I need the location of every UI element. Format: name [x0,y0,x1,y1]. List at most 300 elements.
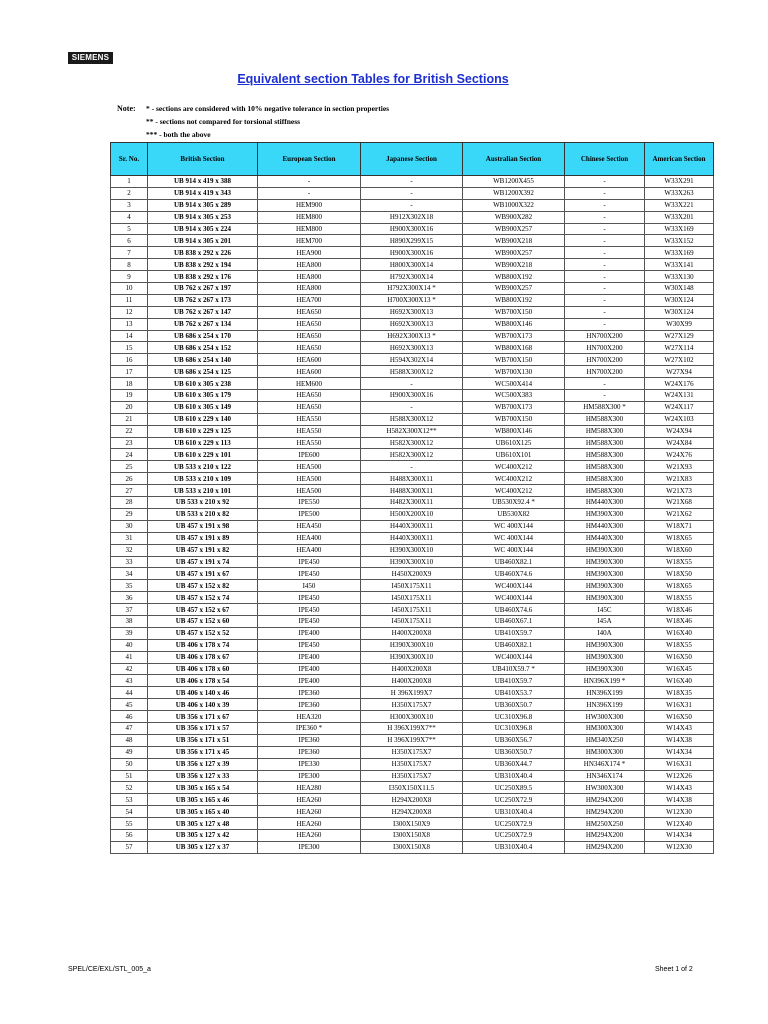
cell-chinese-section: HM440X300 [565,497,645,509]
table-row [111,497,714,509]
cell-australian-section: WB900X218 [463,259,565,271]
cell-chinese-section: HN346X174 * [565,758,645,770]
table-row [111,425,714,437]
cell-sr-no: 55 [111,818,148,830]
document-code: SPEL/CE/EXL/STL_005_a [68,966,151,973]
cell-chinese-section: HN700X200 [565,342,645,354]
table-row [111,330,714,342]
cell-american-section: W27X94 [645,366,714,378]
cell-european-section: HEA900 [258,247,361,259]
cell-american-section: W21X83 [645,473,714,485]
table-row [111,176,714,188]
cell-sr-no: 43 [111,675,148,687]
cell-sr-no: 35 [111,580,148,592]
cell-sr-no: 20 [111,401,148,413]
cell-australian-section: WB700X130 [463,366,565,378]
cell-japanese-section: H390X300X10 [361,639,463,651]
cell-japanese-section: H488X300X11 [361,473,463,485]
cell-australian-section: WB700X150 [463,306,565,318]
cell-sr-no: 42 [111,663,148,675]
cell-sr-no: 38 [111,615,148,627]
cell-chinese-section: HW300X300 [565,711,645,723]
cell-australian-section: WB1200X392 [463,187,565,199]
cell-japanese-section: H792X300X14 * [361,283,463,295]
cell-american-section: W16X40 [645,627,714,639]
cell-european-section: HEA650 [258,318,361,330]
table-row [111,734,714,746]
table-row [111,818,714,830]
cell-australian-section: WC 400X144 [463,520,565,532]
cell-american-section: W18X35 [645,687,714,699]
cell-european-section: - [258,187,361,199]
cell-australian-section: WB700X150 [463,354,565,366]
cell-european-section: HEA650 [258,342,361,354]
cell-australian-section: WC500X414 [463,378,565,390]
cell-australian-section: WB1200X455 [463,176,565,188]
cell-sr-no: 39 [111,627,148,639]
cell-sr-no: 30 [111,520,148,532]
header-japanese-section: Japanese Section [361,143,463,176]
cell-chinese-section: HM440X300 [565,520,645,532]
cell-sr-no: 27 [111,485,148,497]
cell-british-section: UB 610 x 305 x 238 [148,378,258,390]
cell-british-section: UB 406 x 178 x 60 [148,663,258,675]
cell-chinese-section: HN700X200 [565,330,645,342]
table-row [111,651,714,663]
cell-japanese-section: H 396X199X7 [361,687,463,699]
cell-british-section: UB 356 x 171 x 51 [148,734,258,746]
cell-australian-section: WB700X173 [463,330,565,342]
cell-sr-no: 53 [111,794,148,806]
cell-british-section: UB 457 x 191 x 74 [148,556,258,568]
cell-australian-section: WB900X257 [463,283,565,295]
cell-australian-section: UB310X40.4 [463,770,565,782]
cell-british-section: UB 457 x 152 x 67 [148,604,258,616]
cell-chinese-section: HM588X300 [565,485,645,497]
cell-european-section: HEM800 [258,211,361,223]
cell-australian-section: UB610X125 [463,437,565,449]
cell-european-section: HEA650 [258,330,361,342]
cell-sr-no: 45 [111,699,148,711]
siemens-logo: SIEMENS [68,52,113,64]
cell-british-section: UB 406 x 140 x 46 [148,687,258,699]
cell-american-section: W21X68 [645,497,714,509]
cell-chinese-section: HM588X300 [565,449,645,461]
note-line-2: ** - sections not compared for torsional stiffness [146,117,301,126]
cell-chinese-section: HM294X200 [565,794,645,806]
cell-sr-no: 19 [111,390,148,402]
cell-sr-no: 57 [111,841,148,853]
cell-japanese-section: H294X200X8 [361,794,463,806]
cell-british-section: UB 686 x 254 x 125 [148,366,258,378]
cell-european-section: IPE600 [258,449,361,461]
cell-japanese-section: H 396X199X7** [361,722,463,734]
cell-japanese-section: H588X300X12 [361,366,463,378]
cell-chinese-section: HM390X300 [565,556,645,568]
cell-australian-section: UB410X59.7 [463,627,565,639]
cell-australian-section: WB700X173 [463,401,565,413]
cell-british-section: UB 838 x 292 x 194 [148,259,258,271]
cell-japanese-section: H350X175X7 [361,758,463,770]
cell-chinese-section: HM390X300 [565,568,645,580]
cell-japanese-section: I450X175X11 [361,592,463,604]
cell-european-section: I450 [258,580,361,592]
cell-european-section: - [258,176,361,188]
cell-australian-section: UB360X50.7 [463,699,565,711]
cell-european-section: HEA550 [258,413,361,425]
cell-chinese-section: - [565,187,645,199]
cell-european-section: HEA650 [258,401,361,413]
cell-sr-no: 37 [111,604,148,616]
table-row [111,758,714,770]
cell-european-section: HEA500 [258,473,361,485]
cell-japanese-section: I300X150X9 [361,818,463,830]
cell-australian-section: UB310X40.4 [463,806,565,818]
cell-european-section: IPE450 [258,556,361,568]
cell-american-section: W18X65 [645,580,714,592]
cell-european-section: HEA550 [258,425,361,437]
cell-australian-section: UB610X101 [463,449,565,461]
cell-chinese-section: HN396X199 [565,687,645,699]
cell-american-section: W33X169 [645,223,714,235]
cell-sr-no: 36 [111,592,148,604]
cell-chinese-section: HM588X300 [565,473,645,485]
cell-european-section: IPE360 [258,734,361,746]
cell-american-section: W30X124 [645,306,714,318]
cell-sr-no: 13 [111,318,148,330]
table-row [111,770,714,782]
table-row [111,211,714,223]
cell-british-section: UB 406 x 178 x 67 [148,651,258,663]
cell-american-section: W14X34 [645,746,714,758]
cell-japanese-section: H900X300X16 [361,247,463,259]
table-row [111,401,714,413]
cell-japanese-section: H400X200X8 [361,663,463,675]
cell-japanese-section: H400X200X8 [361,627,463,639]
cell-chinese-section: I45C [565,604,645,616]
table-row [111,615,714,627]
cell-japanese-section: H390X300X10 [361,544,463,556]
cell-american-section: W14X34 [645,829,714,841]
cell-australian-section: UB310X40.4 [463,841,565,853]
note-line-1: * - sections are considered with 10% negative tolerance in section properties [146,104,390,113]
cell-japanese-section: - [361,461,463,473]
cell-japanese-section: H450X200X9 [361,568,463,580]
cell-japanese-section: I450X175X11 [361,604,463,616]
cell-australian-section: UC250X72.9 [463,794,565,806]
cell-sr-no: 32 [111,544,148,556]
cell-european-section: HEA320 [258,711,361,723]
sheet-number: Sheet 1 of 2 [655,966,693,973]
cell-chinese-section: HM300X300 [565,722,645,734]
table-row [111,413,714,425]
cell-british-section: UB 533 x 210 x 101 [148,485,258,497]
cell-american-section: W12X30 [645,806,714,818]
cell-european-section: HEA650 [258,390,361,402]
cell-japanese-section: I450X175X11 [361,615,463,627]
cell-japanese-section: H792X300X14 [361,271,463,283]
cell-sr-no: 41 [111,651,148,663]
cell-british-section: UB 686 x 254 x 152 [148,342,258,354]
table-row [111,223,714,235]
cell-british-section: UB 305 x 127 x 37 [148,841,258,853]
cell-chinese-section: - [565,390,645,402]
cell-american-section: W24X117 [645,401,714,413]
cell-american-section: W33X221 [645,199,714,211]
cell-australian-section: WC 400X144 [463,532,565,544]
table-body [111,176,714,854]
cell-australian-section: WC400X144 [463,592,565,604]
cell-british-section: UB 533 x 210 x 92 [148,497,258,509]
cell-american-section: W14X38 [645,794,714,806]
cell-european-section: IPE500 [258,508,361,520]
cell-sr-no: 52 [111,782,148,794]
cell-sr-no: 6 [111,235,148,247]
cell-chinese-section: HM588X300 [565,413,645,425]
cell-european-section: HEA500 [258,485,361,497]
cell-australian-section: WB800X192 [463,294,565,306]
cell-sr-no: 5 [111,223,148,235]
cell-japanese-section: H390X300X10 [361,556,463,568]
equivalent-sections-table [110,142,714,854]
cell-british-section: UB 305 x 127 x 42 [148,829,258,841]
cell-japanese-section: H692X300X13 * [361,330,463,342]
cell-british-section: UB 305 x 165 x 40 [148,806,258,818]
cell-european-section: IPE360 [258,687,361,699]
cell-chinese-section: HM588X300 [565,437,645,449]
header-chinese-section: Chinese Section [565,143,645,176]
cell-sr-no: 31 [111,532,148,544]
cell-american-section: W24X94 [645,425,714,437]
cell-sr-no: 2 [111,187,148,199]
table-row [111,722,714,734]
cell-chinese-section: HM390X300 [565,663,645,675]
cell-chinese-section: - [565,271,645,283]
cell-australian-section: WC400X144 [463,651,565,663]
cell-chinese-section: - [565,211,645,223]
cell-sr-no: 12 [111,306,148,318]
table-row [111,544,714,556]
cell-australian-section: UB530X82 [463,508,565,520]
cell-sr-no: 44 [111,687,148,699]
cell-american-section: W33X201 [645,211,714,223]
cell-sr-no: 26 [111,473,148,485]
table-row [111,782,714,794]
cell-japanese-section: H582X300X12 [361,437,463,449]
table-row [111,663,714,675]
cell-american-section: W16X45 [645,663,714,675]
cell-australian-section: UC250X72.9 [463,818,565,830]
cell-australian-section: UC250X89.5 [463,782,565,794]
cell-british-section: UB 356 x 171 x 45 [148,746,258,758]
cell-british-section: UB 914 x 305 x 224 [148,223,258,235]
table-header-row [111,143,714,176]
cell-sr-no: 3 [111,199,148,211]
cell-european-section: HEA260 [258,794,361,806]
cell-european-section: HEA700 [258,294,361,306]
cell-chinese-section: - [565,199,645,211]
cell-british-section: UB 533 x 210 x 122 [148,461,258,473]
cell-japanese-section: - [361,401,463,413]
table-row [111,556,714,568]
cell-european-section: IPE450 [258,604,361,616]
cell-sr-no: 56 [111,829,148,841]
cell-chinese-section: HN396X199 * [565,675,645,687]
cell-european-section: IPE330 [258,758,361,770]
cell-european-section: HEA800 [258,283,361,295]
cell-australian-section: WB900X257 [463,247,565,259]
cell-japanese-section: H300X300X10 [361,711,463,723]
cell-british-section: UB 762 x 267 x 147 [148,306,258,318]
cell-japanese-section: H692X300X13 [361,342,463,354]
cell-chinese-section: HM294X200 [565,806,645,818]
cell-australian-section: UB460X74.6 [463,604,565,616]
cell-american-section: W24X131 [645,390,714,402]
cell-australian-section: UB460X74.6 [463,568,565,580]
cell-british-section: UB 406 x 140 x 39 [148,699,258,711]
cell-european-section: IPE450 [258,592,361,604]
cell-american-section: W16X31 [645,699,714,711]
cell-japanese-section: - [361,176,463,188]
cell-japanese-section: H582X300X12 [361,449,463,461]
cell-american-section: W33X263 [645,187,714,199]
header-australian-section: Australian Section [463,143,565,176]
cell-japanese-section: H594X302X14 [361,354,463,366]
cell-british-section: UB 914 x 419 x 388 [148,176,258,188]
cell-sr-no: 10 [111,283,148,295]
cell-british-section: UB 762 x 267 x 134 [148,318,258,330]
cell-british-section: UB 686 x 254 x 140 [148,354,258,366]
cell-british-section: UB 356 x 171 x 67 [148,711,258,723]
cell-british-section: UB 838 x 292 x 176 [148,271,258,283]
cell-japanese-section: H 396X199X7** [361,734,463,746]
cell-british-section: UB 356 x 171 x 57 [148,722,258,734]
cell-british-section: UB 533 x 210 x 109 [148,473,258,485]
cell-british-section: UB 610 x 229 x 113 [148,437,258,449]
cell-european-section: HEA260 [258,818,361,830]
cell-japanese-section: H890X299X15 [361,235,463,247]
cell-sr-no: 14 [111,330,148,342]
cell-british-section: UB 406 x 178 x 54 [148,675,258,687]
cell-american-section: W18X46 [645,615,714,627]
cell-sr-no: 50 [111,758,148,770]
cell-australian-section: UB460X67.1 [463,615,565,627]
cell-australian-section: UC310X96.8 [463,722,565,734]
cell-american-section: W30X99 [645,318,714,330]
cell-sr-no: 51 [111,770,148,782]
cell-european-section: IPE300 [258,841,361,853]
cell-australian-section: WC 400X144 [463,544,565,556]
cell-chinese-section: HM294X200 [565,841,645,853]
cell-japanese-section: I350X150X11.5 [361,782,463,794]
cell-australian-section: WB1000X322 [463,199,565,211]
cell-japanese-section: - [361,199,463,211]
cell-chinese-section: - [565,318,645,330]
table-row [111,580,714,592]
cell-sr-no: 46 [111,711,148,723]
cell-british-section: UB 914 x 305 x 289 [148,199,258,211]
cell-american-section: W18X55 [645,639,714,651]
cell-european-section: HEA650 [258,306,361,318]
table-row [111,806,714,818]
cell-australian-section: UC310X96.8 [463,711,565,723]
cell-american-section: W18X46 [645,604,714,616]
cell-australian-section: WB900X218 [463,235,565,247]
cell-japanese-section: H440X300X11 [361,520,463,532]
note-line-3: *** - both the above [146,130,211,139]
table-row [111,187,714,199]
cell-british-section: UB 457 x 152 x 82 [148,580,258,592]
table-row [111,627,714,639]
cell-british-section: UB 305 x 127 x 48 [148,818,258,830]
cell-american-section: W14X38 [645,734,714,746]
cell-sr-no: 47 [111,722,148,734]
cell-sr-no: 34 [111,568,148,580]
cell-sr-no: 40 [111,639,148,651]
cell-british-section: UB 610 x 305 x 179 [148,390,258,402]
cell-australian-section: UC250X72.9 [463,829,565,841]
cell-sr-no: 21 [111,413,148,425]
cell-british-section: UB 356 x 127 x 39 [148,758,258,770]
cell-chinese-section: I40A [565,627,645,639]
table-row [111,829,714,841]
cell-american-section: W16X40 [645,675,714,687]
cell-japanese-section: - [361,187,463,199]
cell-european-section: HEA400 [258,544,361,556]
cell-japanese-section: H800X300X14 [361,259,463,271]
cell-british-section: UB 457 x 152 x 52 [148,627,258,639]
table-row [111,841,714,853]
cell-australian-section: WB800X192 [463,271,565,283]
table-row [111,294,714,306]
cell-british-section: UB 457 x 191 x 67 [148,568,258,580]
cell-chinese-section: HM390X300 [565,651,645,663]
table-row [111,306,714,318]
table-row [111,378,714,390]
cell-australian-section: UB460X82.1 [463,556,565,568]
cell-japanese-section: H900X300X16 [361,223,463,235]
cell-japanese-section: H500X200X10 [361,508,463,520]
cell-british-section: UB 457 x 152 x 60 [148,615,258,627]
header-european-section: European Section [258,143,361,176]
cell-european-section: HEA800 [258,259,361,271]
table-row [111,461,714,473]
header-sr-no: Sr. No. [111,143,148,176]
table-row [111,592,714,604]
cell-american-section: W21X62 [645,508,714,520]
cell-japanese-section: H400X200X8 [361,675,463,687]
cell-australian-section: WB800X168 [463,342,565,354]
cell-japanese-section: H440X300X11 [361,532,463,544]
cell-sr-no: 8 [111,259,148,271]
cell-european-section: IPE450 [258,615,361,627]
cell-american-section: W12X26 [645,770,714,782]
cell-australian-section: UB460X82.1 [463,639,565,651]
cell-american-section: W33X130 [645,271,714,283]
cell-chinese-section: HM588X300 [565,461,645,473]
cell-japanese-section: H488X300X11 [361,485,463,497]
cell-japanese-section: I300X150X8 [361,829,463,841]
cell-american-section: W24X103 [645,413,714,425]
table-row [111,485,714,497]
cell-japanese-section: H900X300X16 [361,390,463,402]
cell-australian-section: WB700X150 [463,413,565,425]
cell-american-section: W18X71 [645,520,714,532]
cell-sr-no: 22 [111,425,148,437]
cell-european-section: IPE400 [258,627,361,639]
cell-japanese-section: H350X175X7 [361,770,463,782]
cell-european-section: HEA600 [258,354,361,366]
